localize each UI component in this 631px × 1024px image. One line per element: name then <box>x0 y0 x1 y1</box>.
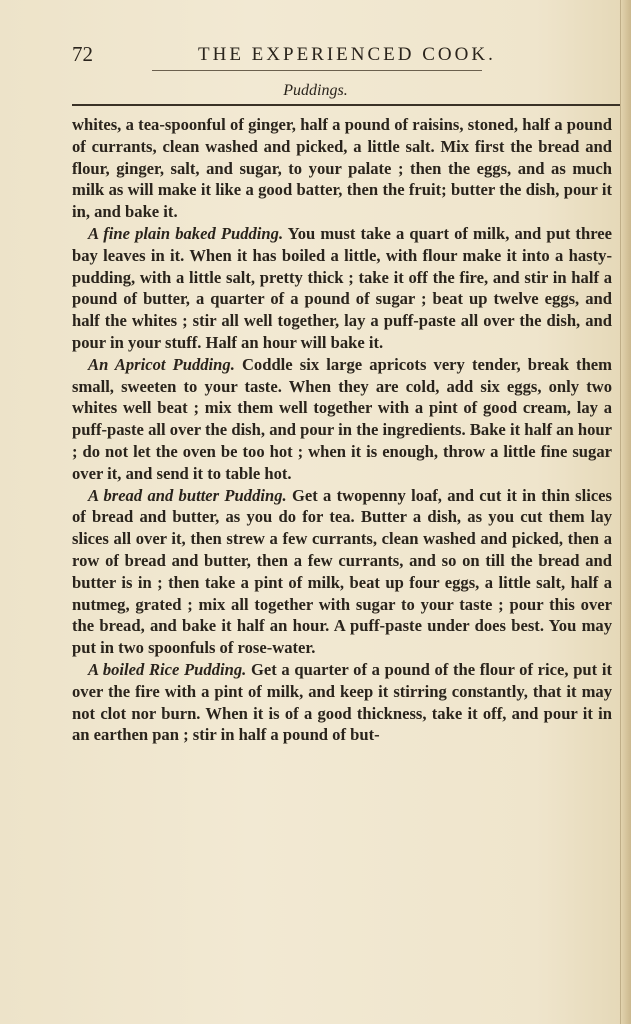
section-rule <box>72 104 620 106</box>
paragraph-text: You must take a quart of milk, and put three bay leaves in it. When it has boiled a little, with flour make it into a hasty-pudding, with a little salt, pretty thick ; take it off the fire, and stir in half a pound of butter, a quarter of a pound of sugar ; beat up twelve eggs, and half the whites ; stir all well together, lay a puff-paste all over the dish, and pour in your stuff. Half an hour will bake it. <box>72 223 612 352</box>
paragraph <box>72 114 612 223</box>
recipe-title: A fine plain baked Pudding. <box>88 223 284 243</box>
running-title: THE EXPERIENCED COOK. <box>198 44 496 65</box>
page-header <box>72 42 592 70</box>
body-text <box>72 114 612 746</box>
paragraph <box>72 659 612 746</box>
recipe-title: A boiled Rice Pudding. <box>88 659 247 679</box>
page-number: 72 <box>72 42 93 66</box>
recipe-title: A bread and butter Pudding. <box>88 485 287 505</box>
paragraph-text: Coddle six large apricots very tender, break them small, sweeten to your taste. When they are cold, add six eggs, only two whites well beat ; mix them well together with a pint of good cream, lay a puff-paste all over the dish, and pour in the ingredients. Bake it half an hour ; do not let the oven be too hot ; when it is enough, throw a little fine sugar over it, and send it to table hot. <box>72 354 612 483</box>
recipe-title: An Apricot Pudding. <box>88 354 235 374</box>
paragraph-text: Get a quarter of a pound of the flour of rice, put it over the fire with a pint of milk, and keep it stirring constantly, that it may not clot nor burn. When it is of a good thickness, take it off, and pour it in an earthen pan ; stir in half a pound of but- <box>72 659 612 745</box>
paragraph <box>72 354 612 485</box>
page-edge <box>620 0 631 1024</box>
paragraph-text: Get a twopenny loaf, and cut it in thin slices of bread and butter, as you do for tea. Butter a dish, as you cut them lay slices all over it, then strew a few currants, clean washed and picked, then a row of bread and butter, then a few currants, and so on till the bread and butter is in ; then take a pint of milk, beat up four eggs, a little salt, half a nutmeg, grated ; mix all together with sugar to your taste ; pour this over the bread, and bake it half an hour. A puff-paste under does best. You may put in two spoonfuls of rose-water. <box>72 485 613 658</box>
section-title: Puddings. <box>283 82 348 99</box>
paragraph-text: whites, a tea-spoonful of ginger, half a pound of raisins, stoned, half a pound of currants, clean washed and picked, a little salt. Mix first the bread and flour, ginger, salt, and sugar, to your palate ; then the eggs, and as much milk as will make it like a good batter, then the fruit; butter the dish, pour it in, and bake it. <box>72 115 612 222</box>
paragraph <box>72 485 612 659</box>
header-rule <box>152 70 482 71</box>
paragraph <box>72 223 612 354</box>
